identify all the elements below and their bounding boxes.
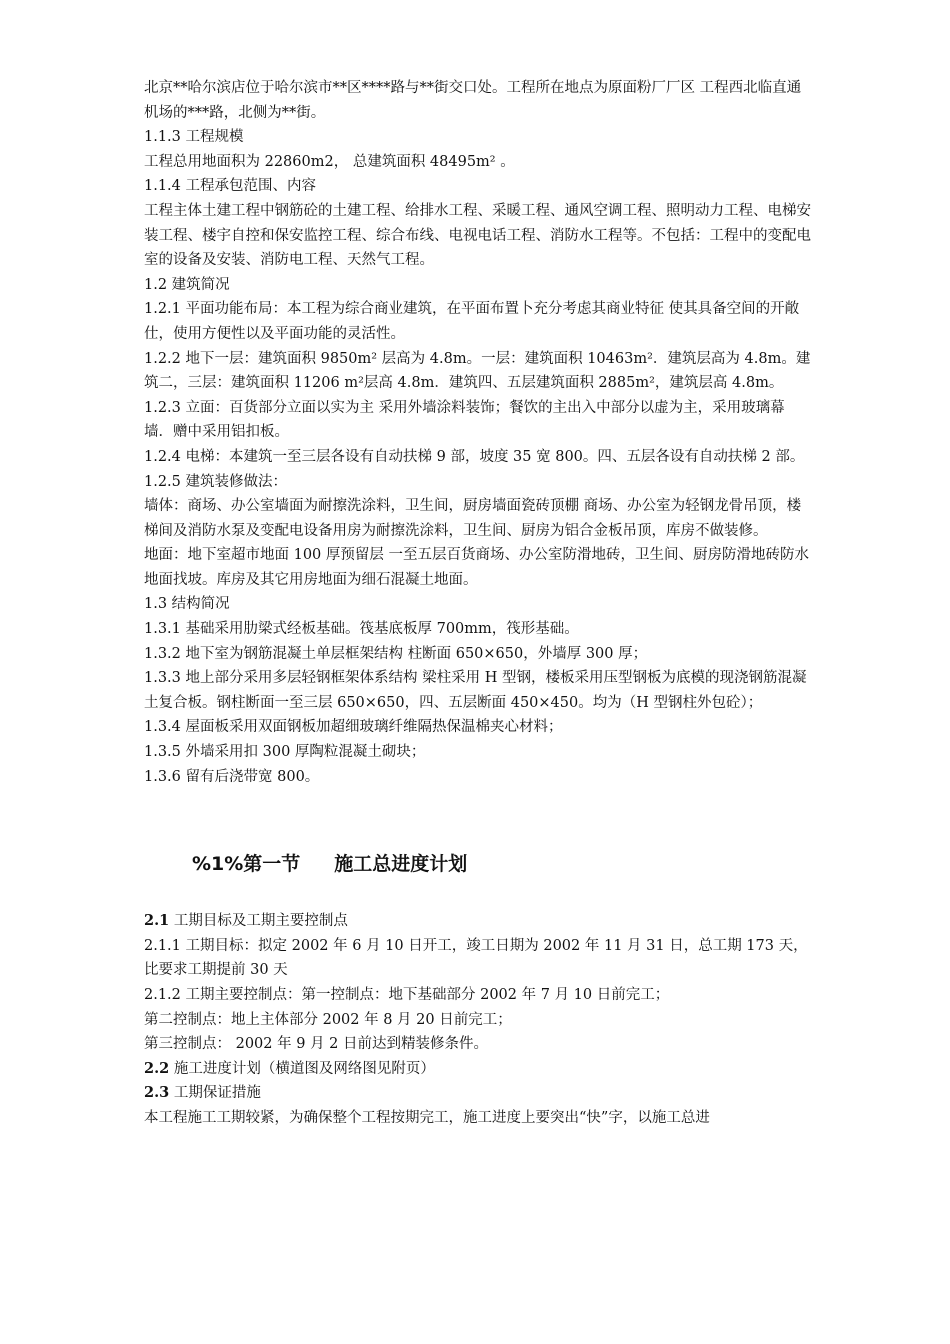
paragraph: 本工程施工工期较紧，为确保整个工程按期完工，施工进度上要突出“快”字，以施工总进 [144,1109,710,1126]
paragraph: 1.3.1 基础采用肋梁式经板基础。筏基底板厚 700mm，筏形基础。 [144,621,579,638]
paragraph: 1.2.4 电梯：本建筑一至三层各设有自动扶梯 9 部，坡度 35 宽 800。四、五层各设有自动扶梯 2 部。 [144,448,805,465]
subheading: 2.3 工期保证措施 [144,1084,261,1102]
paragraph: 2.1.1 工期目标：拟定 2002 年 6 月 10 日开工，竣工日期为 2002 年 11 月 31 日，总工期 173 天，比要求工期提前 30 天 [144,937,808,979]
subheading: 1.3 结构简况 [144,596,230,613]
paragraph: 1.3.2 地下室为钢筋混凝土单层框架结构 柱断面 650×650，外墙厚 300 厚； [144,645,648,662]
paragraph: 工程总用地面积为 22860m2， 总建筑面积 48495m² 。 [144,153,515,170]
section-title: 施工总进度计划 [334,853,468,876]
subheading: 1.1.4 工程承包范围、内容 [144,178,317,195]
subheading: 1.2 建筑简况 [144,276,230,293]
paragraph: 1.2.1 平面功能布局：本工程为综合商业建筑，在平面布置卜充分考虑其商业特征 使其具备空间的开敞仕，使用方便性以及平面功能的灵活性。 [144,301,800,342]
subheading: 1.1.3 工程规模 [144,129,244,146]
overview-section [144,76,812,789]
section-number: %1%第一节 [192,853,301,876]
section-num: 2.1 [144,912,170,930]
paragraph: 墙体：商场、办公室墙面为耐擦洗涂料，卫生间，厨房墙面瓷砖顶棚 商场、办公室为轻钢龙骨吊顶，楼梯间及消防水泵及变配电设备用房为耐擦洗涂料，卫生间、厨房为铝合金板吊顶，库房不做装修。 [144,498,802,539]
subheading: 1.2.5 建筑装修做法： [144,473,288,490]
paragraph: 1.3.3 地上部分采用多层轻钢框架体系结构 梁柱采用 H 型钢，楼板采用压型钢板为底模的现浇钢筋混凝土复合板。钢柱断面一至三层 650×650，四、五层断面 450×450。均为（H 型钢柱外包砼）； [144,670,807,711]
paragraph: 第二控制点：地上主体部分 2002 年 8 月 20 日前完工； [144,1011,512,1028]
paragraph: 北京**哈尔滨店位于哈尔滨市**区****路与**街交口处。工程所在地点为原面粉厂厂区 工程西北临直通机场的***路，北侧为**街。 [144,80,802,121]
paragraph: 1.3.6 留有后浇带宽 800。 [144,768,320,785]
schedule-section [144,909,812,1130]
paragraph: 第三控制点： 2002 年 9 月 2 日前达到精装修条件。 [144,1036,489,1053]
paragraph: 2.1.2 工期主要控制点：第一控制点：地下基础部分 2002 年 7 月 10 日前完工； [144,987,670,1003]
subheading: 2.2 施工进度计划（横道图及网络图见附页） [144,1059,435,1077]
paragraph: 1.3.5 外墙采用扣 300 厚陶粒混凝土砌块； [144,744,426,761]
paragraph: 地面：地下室超市地面 100 厚预留层 一至五层百货商场、办公室防滑地砖，卫生间、厨房防滑地砖防水地面找坡。库房及其它用房地面为细石混凝土地面。 [144,547,809,588]
section-num: 2.2 [144,1059,170,1077]
section-num: 2.3 [144,1084,170,1102]
paragraph: 1.3.4 屋面板采用双面钢板加超细玻璃纤维隔热保温棉夹心材料； [144,719,563,736]
paragraph: 1.2.2 地下一层：建筑面积 9850m² 层高为 4.8m。一层：建筑面积 10463m²．建筑层高为 4.8m。建筑二，三层：建筑面积 11206 m²层高 4.8m．建筑四、五层建筑面积 2885m²，建筑层高 4.8m。 [144,350,811,392]
paragraph: 1.2.3 立面：百货部分立面以实为主 采用外墙涂料装饰；餐饮的主出入中部分以虚为主，采用玻璃幕墙．赠中采用铝扣板。 [144,399,785,441]
section-heading [192,851,812,877]
subheading: 2.1 工期目标及工期主要控制点 [144,912,348,930]
paragraph: 工程主体土建工程中钢筋砼的土建工程、给排水工程、采暖工程、通风空调工程、照明动力工程、电梯安装工程、楼宇自控和保安监控工程、综合布线、电视电话工程、消防水工程等。不包括：工程中的变配电室的设备及安装、消防电工程、天然气工程。 [144,202,811,269]
